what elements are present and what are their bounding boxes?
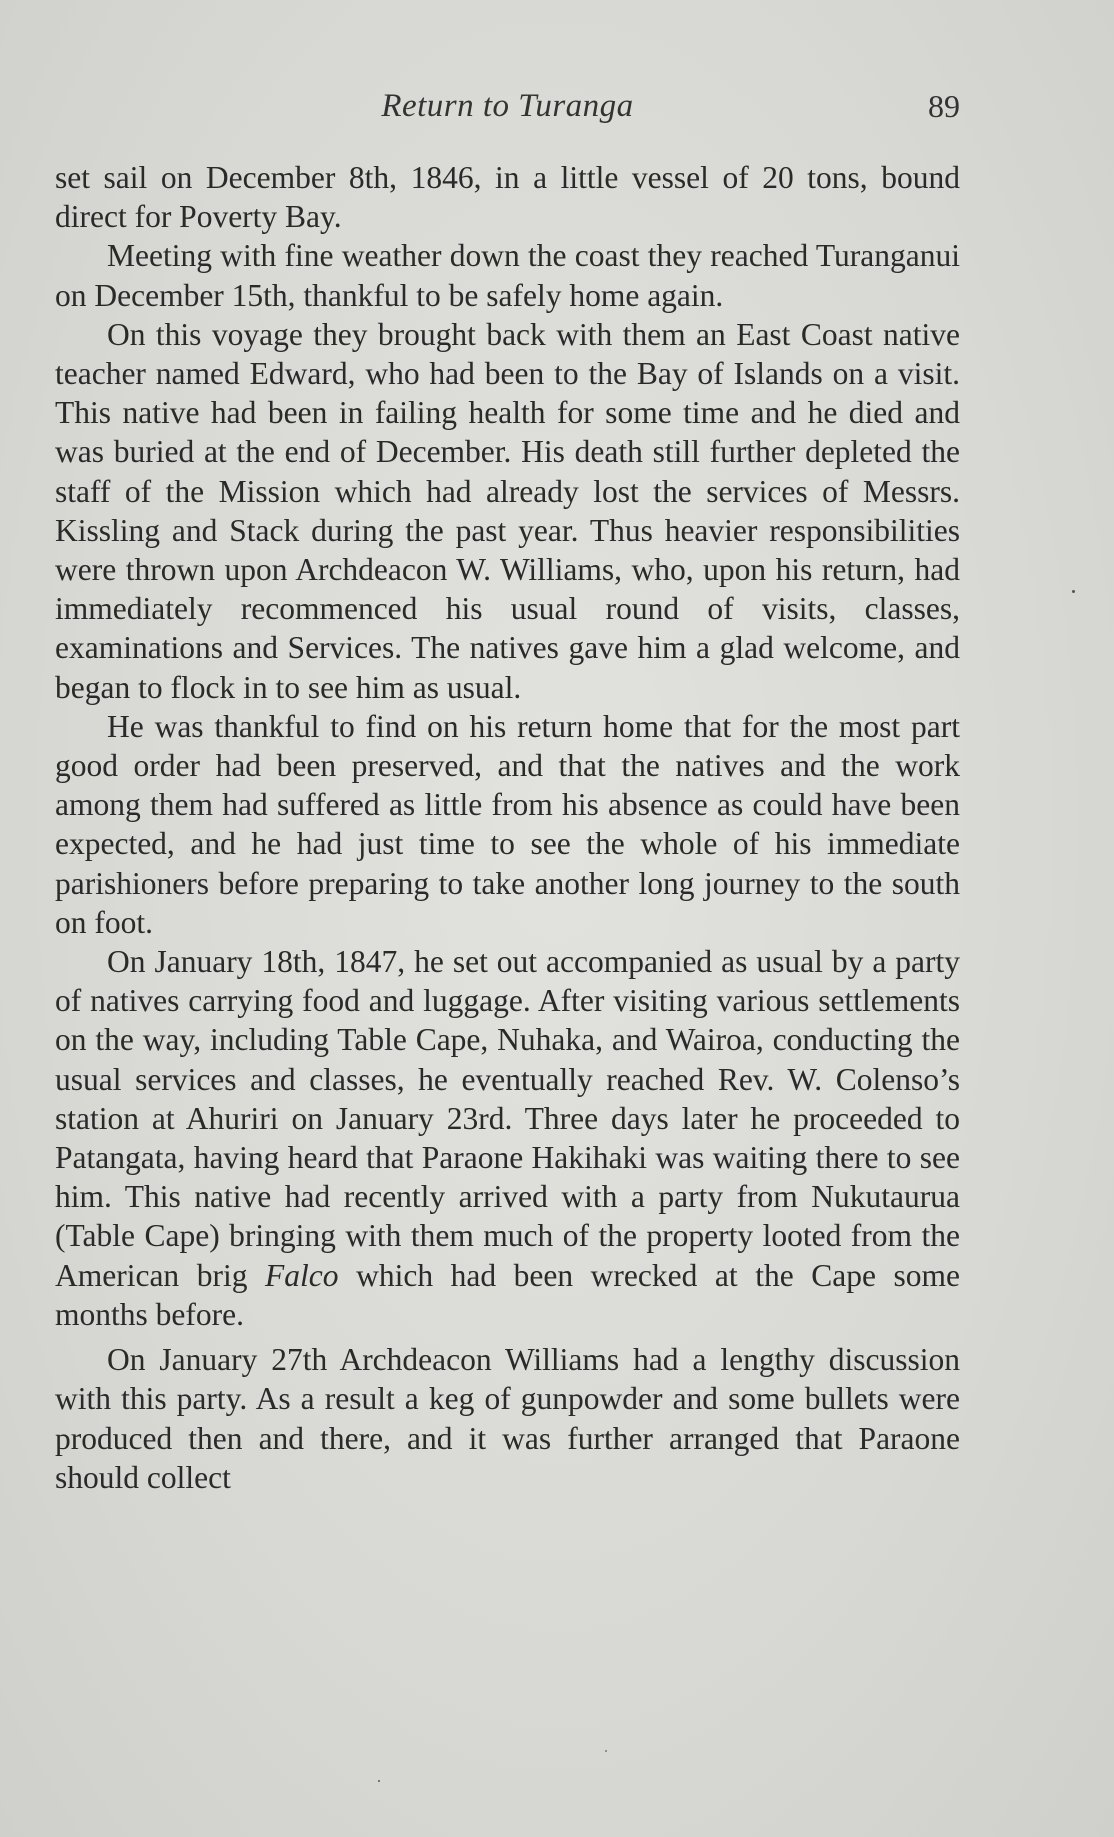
paragraph-text: which had been wrecked at the Cape some months before. [55,1257,960,1332]
paper-speck [378,1780,380,1782]
paper-speck [605,1750,607,1752]
paper-speck [1072,590,1075,593]
running-title: Return to Turanga [381,88,634,124]
body-text [55,158,960,1497]
page-number: 89 [928,88,960,124]
ship-name: Falco [265,1257,339,1293]
paragraph: On January 27th Archdeacon Williams had a lengthy discussion with this party. As a result a keg of gunpowder and some bullets were produced then and there, and it was further arranged that Paraone should collect [55,1342,960,1495]
paragraph-text: On January 18th, 1847, he set out accompanied as usual by a party of natives carrying food and luggage. After visiting various settlements on the way, including Table Cape, Nuhaka, and Wairoa, conducting the usual services and classes, he eventually reached Rev. W. Colenso’s station at Ahuriri on January 23rd. Three days later he proceeded to Patangata, having heard that Paraone Hakihaki was waiting there to see him. This native had recently arrived with a party from Nukutaurua (Table Cape) bringing with them much of the property looted from the American brig [55,944,960,1293]
paragraph: He was thankful to find on his return home that for the most part good order had been preserved, and that the natives and the work among them had suffered as little from his absence as could have been expected, and he had just time to see the whole of his immediate parishioners before preparing to take another long journey to the south on foot. [55,708,960,940]
paragraph: Meeting with fine weather down the coast they reached Turanganui on December 15th, thankful to be safely home again. [55,238,960,313]
paragraph: set sail on December 8th, 1846, in a little vessel of 20 tons, bound direct for Poverty Bay. [55,160,960,235]
paragraph [55,942,960,1334]
paragraph: On this voyage they brought back with them an East Coast native teacher named Edward, who had been to the Bay of Islands on a visit. This native had been in failing health for some time and he died and was buried at the end of December. His death still further depleted the staff of the Mission which had already lost the services of Messrs. Kissling and Stack during the past year. Thus heavier responsibilities were thrown upon Archdeacon W. Williams, who, upon his return, had immediately recommenced his usual round of visits, classes, examinations and Services. The natives gave him a glad welcome, and began to flock in to see him as usual. [55,316,960,705]
page-header [55,88,960,138]
